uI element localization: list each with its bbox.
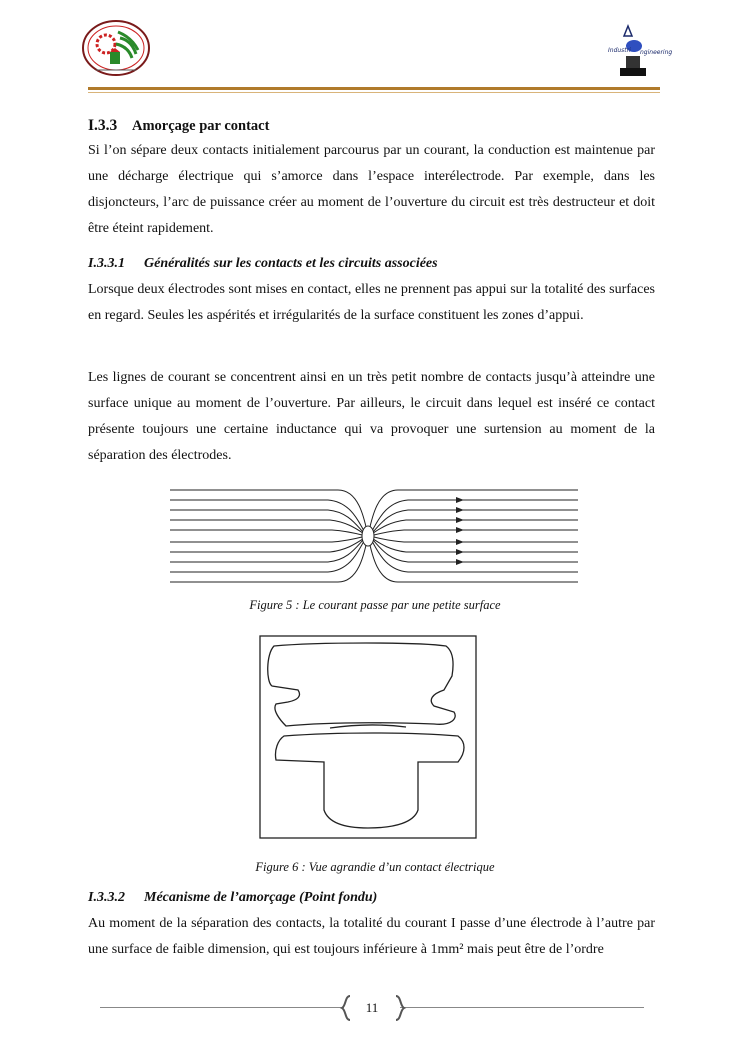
- section-heading: [88, 117, 269, 135]
- subsection-title-1: Généralités sur les contacts et les circuits associées: [144, 256, 438, 271]
- footer-rule-left: [100, 1007, 344, 1008]
- figure-5-caption: Figure 5 : Le courant passe par une petite surface: [249, 598, 501, 612]
- header-rule: [88, 87, 660, 90]
- section-number: I.3.3: [88, 117, 118, 134]
- subsection-heading-2: [88, 890, 377, 906]
- footer-rule-right: [400, 1007, 644, 1008]
- section-title: Amorçage par contact: [132, 118, 270, 134]
- university-logo: [80, 18, 152, 80]
- subsection1-paragraph-1: Lorsque deux électrodes sont mises en contact, elles ne prennent pas appui sur la totalité des surfaces en regard. Seules les aspérités et irrégularités de la surface constituent les zones d’appui.: [88, 282, 655, 323]
- subsection-heading-1: [88, 256, 438, 272]
- figure-5-current-lines: [168, 486, 582, 586]
- figure-6-caption: Figure 6 : Vue agrandie d’un contact électrique: [255, 860, 495, 874]
- section-intro-paragraph: Si l’on sépare deux contacts initialement parcourus par un courant, la conduction est maintenue par une décharge électrique qui s’amorce dans l’espace interélectrode. Par exemple, dans les disjoncteurs, l’arc de puissance créer au moment de l’ouverture du circuit est très destructeur et doit être éteint rapidement.: [88, 143, 655, 236]
- subsection-title-2: Mécanisme de l’amorçage (Point fondu): [144, 890, 378, 905]
- subsection2-paragraph-1: Au moment de la séparation des contacts, la totalité du courant I passe d’une électrode à l’autre par une surface de faible dimension, qui est toujours inférieure à 1mm² mais peut être de l’ordre: [88, 916, 655, 957]
- figure-6-contact-closeup: [258, 634, 478, 840]
- page-number: 11: [365, 1000, 379, 1015]
- subsection-number-2: I.3.3.2: [88, 890, 125, 905]
- svg-text:Industri: Industri: [608, 47, 631, 54]
- subsection1-paragraph-2: Les lignes de courant se concentrent ainsi en un très petit nombre de contacts jusqu’à atteindre une surface unique au moment de l’ouverture. Par ailleurs, le circuit dans lequel est inséré ce contact présente toujours une certaine inductance qui va provoquer une surtension au moment de la séparation des électrodes.: [88, 370, 655, 463]
- svg-text:ngineering: ngineering: [640, 49, 673, 56]
- header-rule-thin: [88, 92, 660, 93]
- subsection-number-1: I.3.3.1: [88, 256, 125, 271]
- industrial-engineering-logo: [604, 24, 673, 80]
